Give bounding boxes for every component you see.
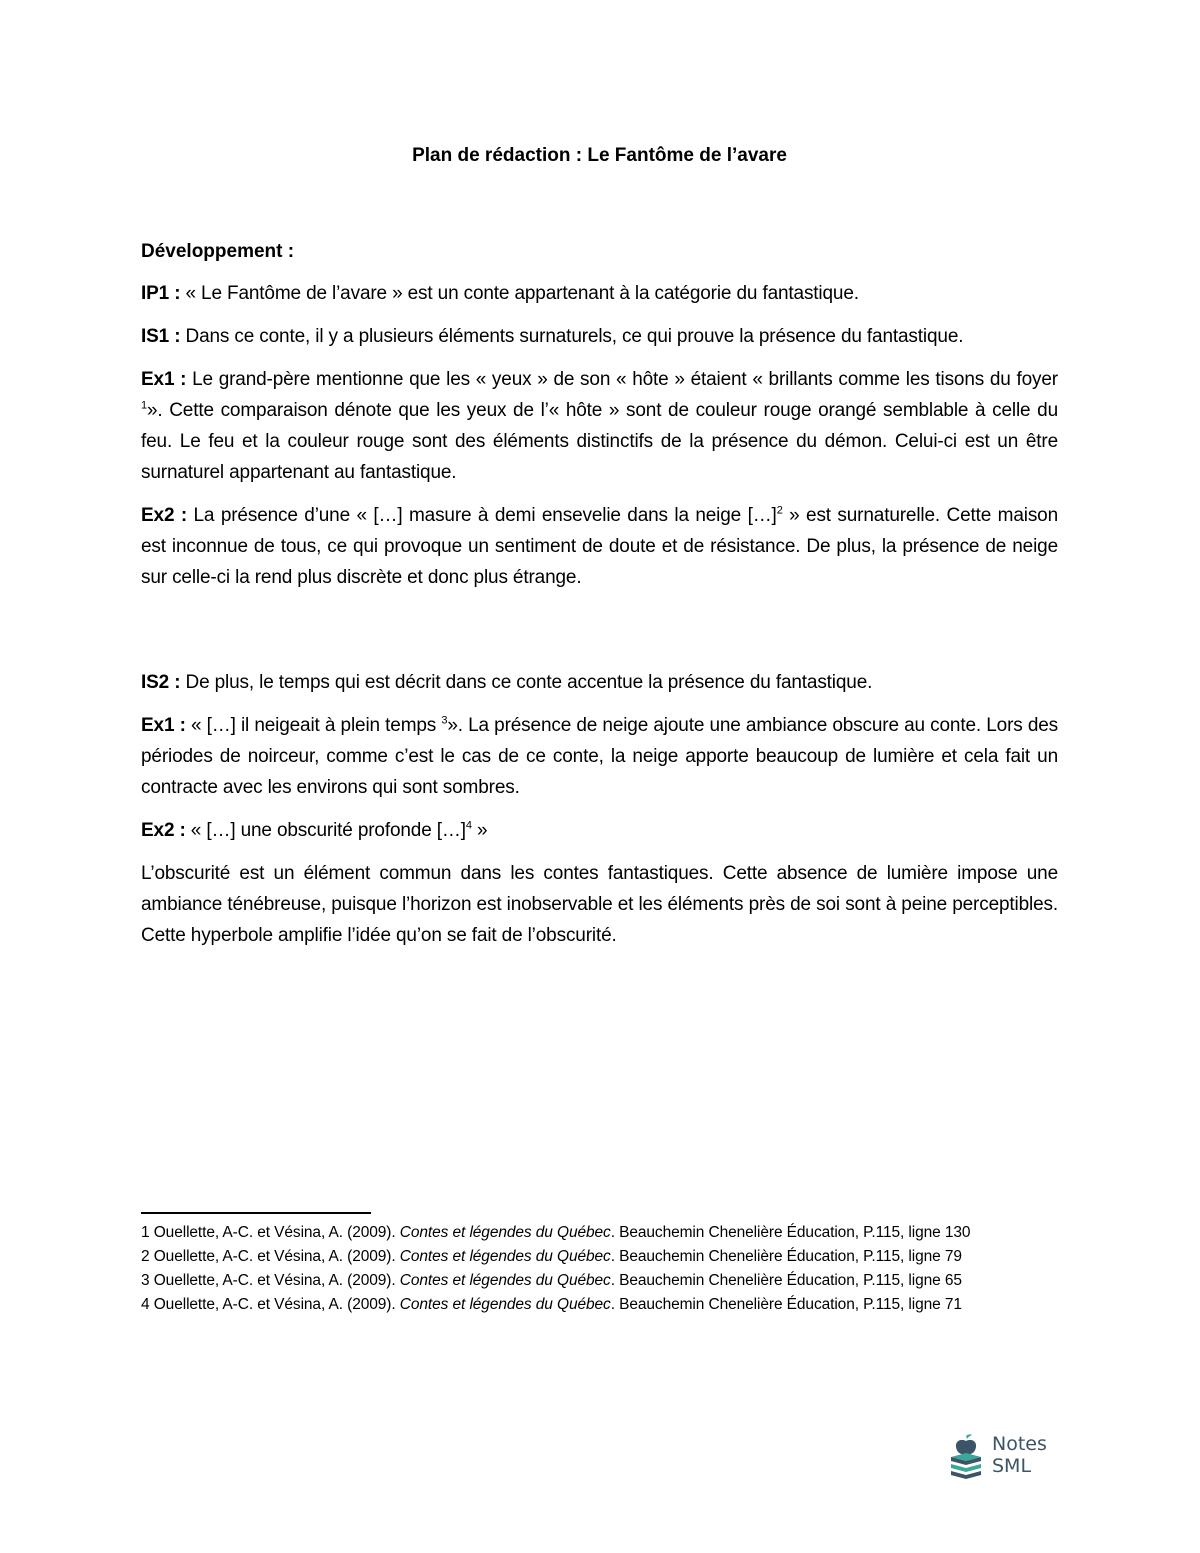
footnote-book-title: Contes et légendes du Québec (399, 1272, 611, 1289)
ex1-text-b: ». Cette comparaison dénote que les yeux de l’« hôte » sont de couleur rouge orangé semblable à celle du feu. Le feu et la couleur rouge sont des éléments distinctifs de la présence du démon. Celui-ci est un être surnaturel appartenant au fantastique. (141, 400, 1058, 483)
ex2-label: Ex2 : (141, 820, 186, 841)
footnote-ref-1: 1 (141, 399, 147, 412)
ex2-text-b: » est surnaturelle. Cette maison est inconnue de tous, ce qui provoque un sentiment de doute et de résistance. De plus, la présence de neige sur celle-ci la rend plus discrète et donc plus étrange. (141, 505, 1058, 588)
footnote-ref-2: 2 (776, 504, 783, 517)
paragraph-spacer (141, 593, 1058, 655)
page-title: Plan de rédaction : Le Fantôme de l’avare (412, 145, 787, 166)
is1-label: IS1 : (141, 326, 181, 347)
is2-paragraph (141, 667, 1058, 698)
footnote-publisher: . Beauchemin Chenelière Éducation, P.115, ligne 71 (610, 1296, 962, 1313)
is2-label: IS2 : (141, 672, 181, 693)
ex2-label: Ex2 : (141, 505, 188, 526)
footnote-book-title: Contes et légendes du Québec (399, 1248, 611, 1265)
footnote-author: 1 Ouellette, A-C. et Vésina, A. (2009). (141, 1224, 400, 1241)
ex2-text-a: « […] une obscurité profonde […] (185, 820, 466, 841)
footnote-3 (141, 1269, 1058, 1293)
footnote-ref-4: 4 (465, 819, 472, 832)
is2-ex1-paragraph (141, 710, 1058, 803)
ip1-label: IP1 : (141, 283, 181, 304)
footnote-author: 2 Ouellette, A-C. et Vésina, A. (2009). (141, 1248, 400, 1265)
ip1-paragraph (141, 278, 1058, 309)
footnote-separator (141, 1212, 371, 1214)
footnote-author: 4 Ouellette, A-C. et Vésina, A. (2009). (141, 1296, 400, 1313)
notes-sml-logo (946, 1433, 1056, 1483)
footnote-publisher: . Beauchemin Chenelière Éducation, P.115, ligne 65 (610, 1272, 962, 1289)
document-body (141, 142, 1058, 951)
is2-ex2-paragraph (141, 815, 1058, 846)
ex1-label: Ex1 : (141, 715, 186, 736)
is1-paragraph (141, 321, 1058, 352)
footnote-publisher: . Beauchemin Chenelière Éducation, P.115, ligne 79 (610, 1248, 962, 1265)
apple-on-books-icon (946, 1433, 986, 1481)
footnote-author: 3 Ouellette, A-C. et Vésina, A. (2009). (141, 1272, 400, 1289)
section-heading: Développement : (141, 241, 295, 262)
footnote-book-title: Contes et légendes du Québec (399, 1296, 611, 1313)
ex2-text-a: La présence d’une « […] masure à demi ensevelie dans la neige […] (187, 505, 777, 526)
footnote-4 (141, 1293, 1058, 1317)
footnote-publisher: . Beauchemin Chenelière Éducation, P.115, ligne 130 (610, 1224, 971, 1241)
logo-line-sml: SML (992, 1455, 1032, 1477)
footnote-2 (141, 1245, 1058, 1269)
ip1-text: « Le Fantôme de l’avare » est un conte appartenant à la catégorie du fantastique. (180, 283, 859, 304)
logo-line-notes: Notes (992, 1433, 1047, 1455)
footnote-ref-3: 3 (441, 714, 448, 727)
is1-ex2-paragraph (141, 500, 1058, 593)
footnotes (141, 1221, 1058, 1317)
footnote-1 (141, 1221, 1058, 1245)
ex1-text-a: « […] il neigeait à plein temps (185, 715, 442, 736)
ex1-text-a: Le grand-père mentionne que les « yeux » de son « hôte » étaient « brillants comme les tisons du foyer (186, 369, 1058, 390)
ex1-label: Ex1 : (141, 369, 187, 390)
footnote-book-title: Contes et légendes du Québec (399, 1224, 611, 1241)
is1-text: Dans ce conte, il y a plusieurs éléments surnaturels, ce qui prouve la présence du fantastique. (180, 326, 964, 347)
ex1-text-b: ». La présence de neige ajoute une ambiance obscure au conte. Lors des périodes de noirceur, comme c’est le cas de ce conte, la neige apporte beaucoup de lumière et cela fait un contracte avec les environs qui sont sombres. (141, 715, 1059, 798)
closing-paragraph: L’obscurité est un élément commun dans les contes fantastiques. Cette absence de lumière impose une ambiance ténébreuse, puisque l’horizon est inobservable et les éléments près de soi sont à peine perceptibles. Cette hyperbole amplifie l’idée qu’on se fait de l’obscurité. (141, 863, 1058, 946)
ex2-text-b: » (471, 820, 488, 841)
is2-text: De plus, le temps qui est décrit dans ce conte accentue la présence du fantastique. (180, 672, 873, 693)
logo-text (992, 1433, 1047, 1477)
is1-ex1-paragraph (141, 364, 1058, 488)
